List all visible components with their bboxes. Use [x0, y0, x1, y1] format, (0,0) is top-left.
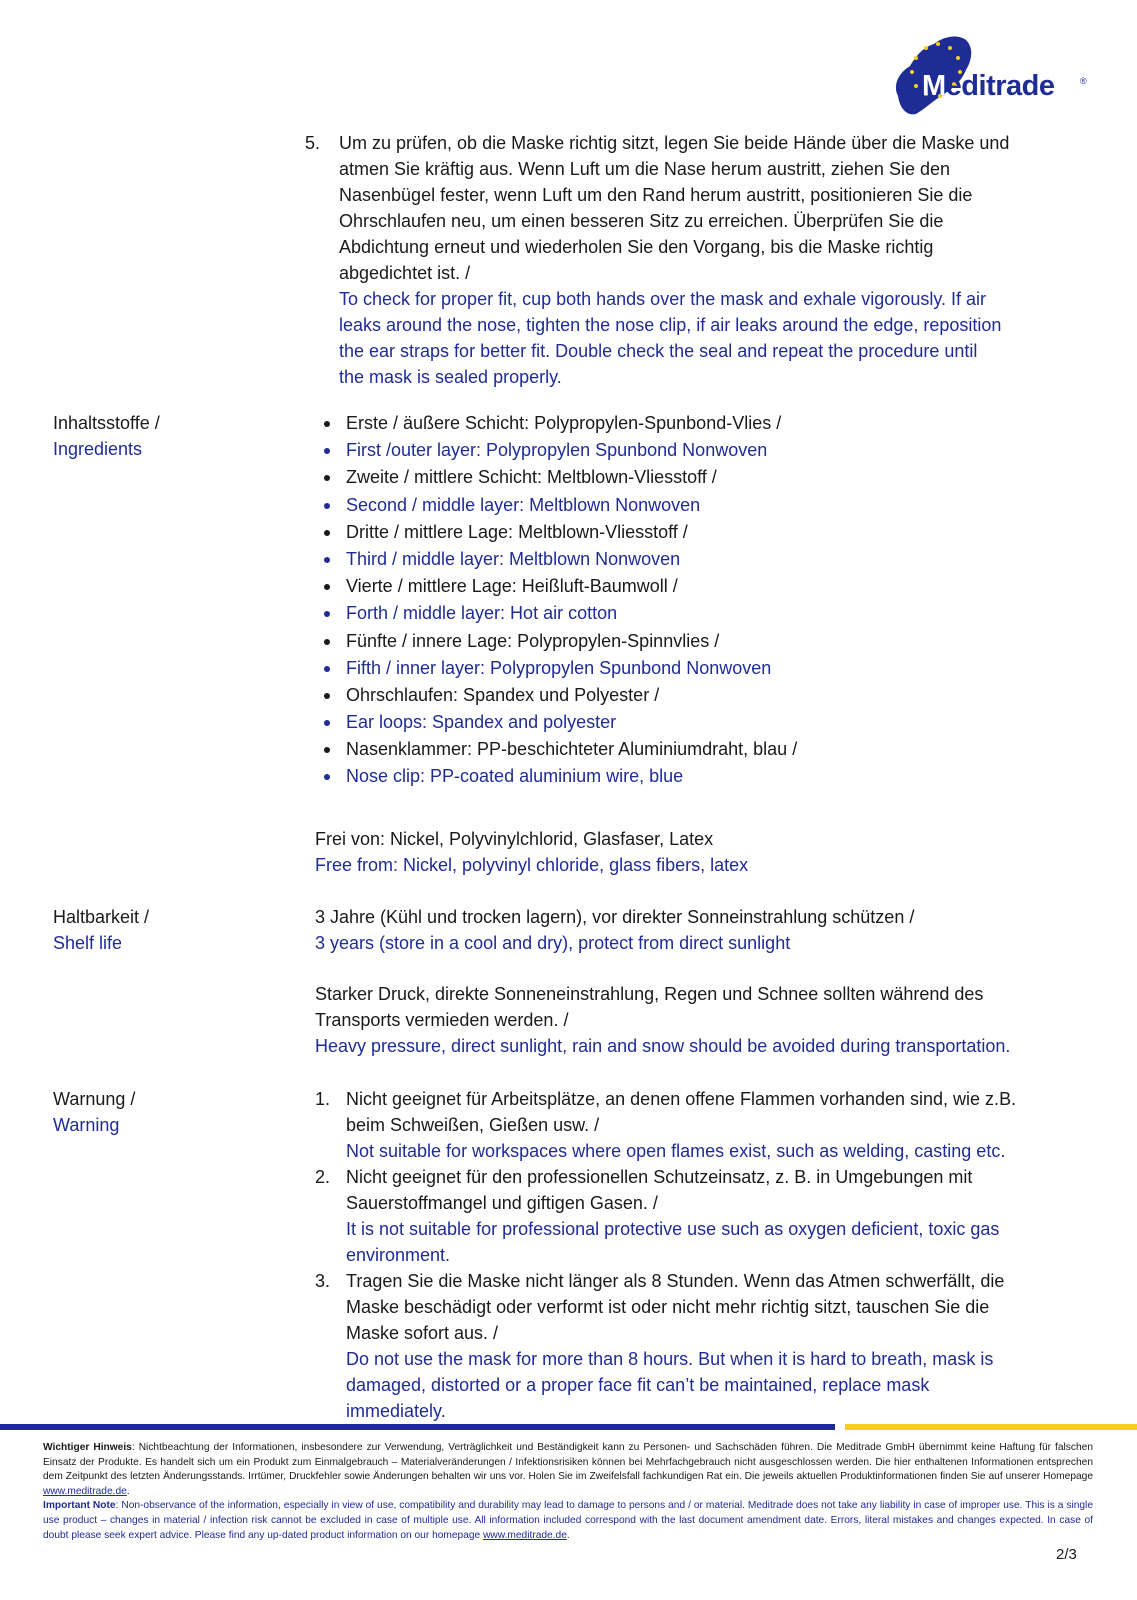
step-text-de: Ohrschlaufen neu, um einen besseren Sitz zu erreichen. Überprüfen Sie die	[339, 211, 944, 231]
list-item: Zweite / mittlere Schicht: Meltblown-Vliesstoff /	[315, 464, 1085, 491]
meditrade-logo	[886, 26, 1096, 122]
list-item: 1. Nicht geeignet für Arbeitsplätze, an denen offene Flammen vorhanden sind, wie z.B. beim Schweißen, Gießen usw. / Not suitable for workspaces where open flames exist, such as welding, casting etc.	[315, 1086, 1085, 1164]
transport-note	[315, 981, 1085, 1059]
transport-de: Starker Druck, direkte Sonneneinstrahlung, Regen und Schnee sollten während des	[315, 984, 984, 1004]
list-item: Erste / äußere Schicht: Polypropylen-Spunbond-Vlies /	[315, 410, 1085, 437]
list-item: Second / middle layer: Meltblown Nonwoven	[315, 492, 1085, 519]
footer-disclaimer	[43, 1441, 1093, 1543]
step-number: 3.	[315, 1271, 331, 1291]
shelf-life-label: Haltbarkeit / Shelf life	[53, 907, 150, 953]
shelf-life-en: 3 years (store in a cool and dry), protect from direct sunlight	[315, 933, 791, 953]
footer-divider-yellow	[845, 1424, 1137, 1430]
disclaimer-de: Wichtiger Hinweis: Nichtbeachtung der Informationen, insbesondere zur Verwendung, Verträglichkeit und Beständigkeit kann zu Personen- und Sachschäden führen. Die Meditrade GmbH übernimmt keine Haftung für falschen Einsatz der Produkte. Es handelt sich um ein Produkt zum Einmalgebrauch – Materialveränderungen / Infektionsrisiken können bei Mehrfachgebrauch nicht ausgeschlossen werden. Die hier enthaltenen Informationen entsprechen dem Zeitpunkt des letzten Änderungsstands. Irrtümer, Druckfehler sowie Änderungen behalten wir uns vor. Holen Sie im Zweifelsfall fachkundigen Rat ein. Die jeweils aktuellen Produktinformationen finden Sie auf unserer Homepage www.meditrade.de.	[43, 1442, 1093, 1497]
list-item: Vierte / mittlere Lage: Heißluft-Baumwoll /	[315, 573, 1085, 600]
step-text-de: Um zu prüfen, ob die Maske richtig sitzt, legen Sie beide Hände über die Maske und	[339, 133, 1010, 153]
step-text-de: atmen Sie kräftig aus. Wenn Luft um die Nase herum austritt, ziehen Sie den	[339, 159, 950, 179]
list-item: 3. Tragen Sie die Maske nicht länger als 8 Stunden. Wenn das Atmen schwerfällt, die Maske beschädigt oder verformt ist oder nicht mehr richtig sitzt, tauschen Sie die Maske sofort aus. / Do not use the mask for more than 8 hours. But when it is hard to breath, mask is damaged, distorted or a proper face fit can’t be maintained, replace mask immediately.	[315, 1268, 1085, 1424]
transport-de: Transports vermieden werden. /	[315, 1010, 569, 1030]
list-item: 2. Nicht geeignet für den professionellen Schutzeinsatz, z. B. in Umgebungen mit Sauerstoffmangel und giftigen Gasen. / It is not suitable for professional protective use such as oxygen deficient, toxic gas environment.	[315, 1164, 1085, 1268]
list-item: Nasenklammer: PP-beschichteter Aluminiumdraht, blau /	[315, 736, 1085, 763]
step-text-de: Nasenbügel fester, wenn Luft um den Rand herum austritt, positionieren Sie die	[339, 185, 973, 205]
page-number: 2/3	[1056, 1546, 1077, 1563]
step-number: 5.	[305, 133, 321, 153]
list-item: Nose clip: PP-coated aluminium wire, blue	[315, 763, 1085, 790]
step-text-en: leaks around the nose, tighten the nose clip, if air leaks around the edge, reposition	[339, 315, 1002, 335]
step-text-de: abgedichtet ist. /	[339, 263, 471, 283]
list-item: Fifth / inner layer: Polypropylen Spunbond Nonwoven	[315, 655, 1085, 682]
step-number: 2.	[315, 1167, 331, 1187]
registered-mark: ®	[1080, 76, 1087, 86]
homepage-link[interactable]: www.meditrade.de	[483, 1529, 567, 1541]
shelf-life-text	[315, 904, 1085, 956]
list-item	[305, 130, 1095, 390]
free-from-de: Frei von: Nickel, Polyvinylchlorid, Glasfaser, Latex	[315, 829, 714, 849]
list-item: Dritte / mittlere Lage: Meltblown-Vliesstoff /	[315, 519, 1085, 546]
list-item: Forth / middle layer: Hot air cotton	[315, 600, 1085, 627]
list-item: Ear loops: Spandex and polyester	[315, 709, 1085, 736]
ingredients-label: Inhaltsstoffe / Ingredients	[53, 413, 160, 459]
ingredients-list	[315, 410, 1085, 791]
warning-label: Warnung / Warning	[53, 1089, 136, 1135]
fit-check-step	[305, 130, 1095, 390]
list-item: Third / middle layer: Meltblown Nonwoven	[315, 546, 1085, 573]
free-from-en: Free from: Nickel, polyvinyl chloride, glass fibers, latex	[315, 855, 749, 875]
shelf-life-de: 3 Jahre (Kühl und trocken lagern), vor direkter Sonneinstrahlung schützen /	[315, 907, 915, 927]
transport-en: Heavy pressure, direct sunlight, rain and snow should be avoided during transportation.	[315, 1036, 1011, 1056]
list-item: First /outer layer: Polypropylen Spunbond Nonwoven	[315, 437, 1085, 464]
step-number: 1.	[315, 1089, 331, 1109]
disclaimer-en: Important Note: Non-observance of the information, especially in view of use, compatibility and durability may lead to damage to persons and / or material. Meditrade does not take any liability in case of improper use. This is a single use product – changes in material / infection risk cannot be excluded in case of multiple use. All information included correspond with the last document amendment date. Errors, literal mistakes and changes expected. In case of doubt please seek expert advice. Please find any up-dated product information on our homepage www.meditrade.de.	[43, 1500, 1093, 1541]
logo-wordmark: Meditrade	[922, 70, 1055, 102]
homepage-link[interactable]: www.meditrade.de	[43, 1485, 127, 1497]
step-text-en: To check for proper fit, cup both hands over the mask and exhale vigorously. If air	[339, 289, 987, 309]
list-item: Fünfte / innere Lage: Polypropylen-Spinnvlies /	[315, 628, 1085, 655]
list-item: Ohrschlaufen: Spandex und Polyester /	[315, 682, 1085, 709]
step-text-en: the mask is sealed properly.	[339, 367, 562, 387]
step-text-de: Abdichtung erneut und wiederholen Sie den Vorgang, bis die Maske richtig	[339, 237, 934, 257]
free-from-block	[315, 826, 1085, 878]
warning-list	[315, 1086, 1085, 1424]
footer-divider-blue	[0, 1424, 835, 1430]
step-text-en: the ear straps for better fit. Double check the seal and repeat the procedure until	[339, 341, 978, 361]
